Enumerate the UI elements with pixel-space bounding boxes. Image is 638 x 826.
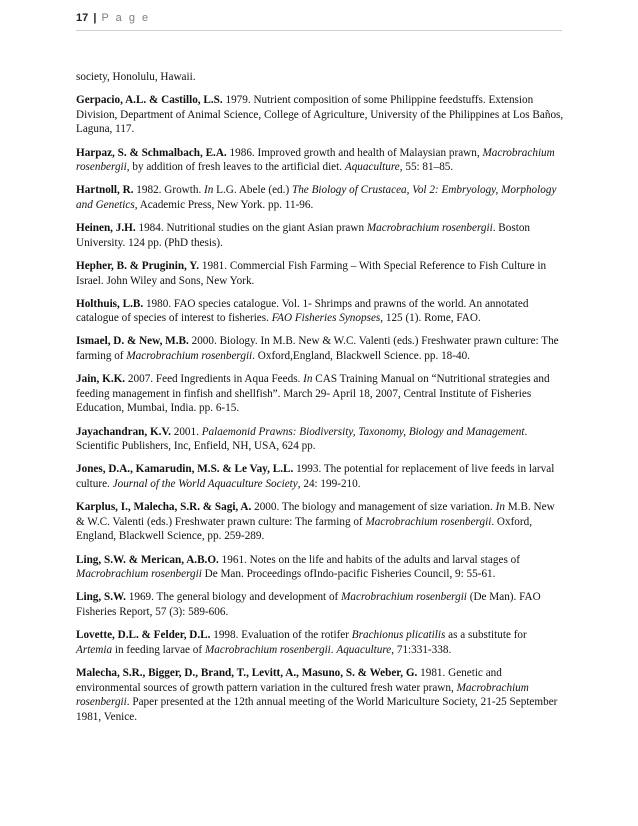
reference-italic: Aquaculture [344, 161, 400, 174]
reference-entry [76, 93, 564, 137]
reference-entry [76, 70, 564, 85]
reference-italic: In [204, 184, 214, 197]
reference-entry [76, 334, 564, 363]
reference-text: . Oxford, England, Blackwell Science, pp. 259-289. [76, 515, 533, 543]
reference-italic: Macrobrachium rosenbergii [76, 146, 555, 174]
reference-text: 1984. Nutritional studies on the giant Asian prawn [135, 222, 367, 235]
reference-text: 1961. Notes on the life and habits of the adults and larval stages of [218, 553, 520, 566]
reference-text: , Academic Press, New York. pp. 11-96. [134, 198, 314, 211]
reference-entry [76, 500, 564, 544]
reference-authors: Ling, S.W. & Merican, A.B.O. [76, 553, 219, 566]
page-separator: | [93, 12, 97, 24]
reference-text: in feeding larvae of [112, 643, 205, 656]
reference-italic: Macrobrachium rosenbergii [76, 681, 529, 709]
reference-text: 1998. Evaluation of the rotifer [210, 629, 352, 642]
reference-text: 1982. Growth. [133, 184, 205, 197]
reference-text: . Boston University. 124 pp. (PhD thesis). [76, 222, 531, 249]
reference-authors: Malecha, S.R., Bigger, D., Brand, T., Levitt, A., Masuno, S. & Weber, G. [76, 666, 418, 679]
reference-text: 1981. Genetic and environmental sources of growth pattern variation in the cultured fresh water prawn, [76, 666, 502, 694]
reference-authors: Jones, D.A., Kamarudin, M.S. & Le Vay, L.L. [76, 463, 294, 476]
reference-entry [76, 590, 564, 619]
reference-entry [76, 553, 564, 582]
reference-text: 1986. Improved growth and health of Malaysian prawn, [226, 146, 483, 159]
reference-entry [76, 183, 564, 212]
reference-text: 1993. The potential for replacement of live feeds in larval culture. [76, 463, 555, 490]
reference-entry [76, 146, 564, 175]
reference-entry [76, 297, 564, 326]
reference-text: . Oxford,England, Blackwell Science. pp. 18-40. [252, 350, 470, 363]
page-header [0, 0, 638, 32]
reference-italic: In [495, 501, 505, 514]
reference-italic: Artemia [76, 643, 113, 656]
reference-authors: Lovette, D.L. & Felder, D.L. [76, 629, 211, 642]
reference-text: 1979. Nutrient composition of some Philippine feedstuffs. Extension Division, Department of Animal Science, College of Agriculture, University of the Philippines at Los Baños, Laguna, 117. [76, 94, 564, 136]
reference-authors: Karplus, I., Malecha, S.R. & Sagi, A. [76, 501, 252, 514]
reference-text: , 24: 199-210. [297, 478, 361, 490]
reference-text: . Scientific Publishers, Inc, Enfield, NH, USA, 624 pp. [76, 425, 528, 453]
reference-authors: Jain, K.K. [76, 373, 126, 386]
reference-italic: Macrobrachium rosenbergii [76, 568, 202, 581]
reference-entry [76, 372, 564, 416]
reference-authors: Heinen, J.H. [76, 222, 136, 235]
reference-text: , 71:331-338. [391, 643, 452, 656]
reference-entry [76, 221, 564, 250]
reference-entry [76, 666, 564, 724]
reference-entry [76, 462, 564, 491]
reference-authors: Hartnoll, R. [76, 184, 134, 197]
reference-authors: Hepher, B. & Pruginin, Y. [76, 259, 200, 272]
reference-italic: Macrobrachium rosenbergii [204, 643, 331, 656]
reference-text: , 125 (1). Rome, FAO. [380, 312, 481, 325]
reference-entry [76, 425, 564, 454]
reference-text: 1980. FAO species catalogue. Vol. 1- Shrimps and prawns of the world. An annotated catalogue of species of interest to fisheries. [76, 297, 529, 325]
reference-italic: Macrobrachium rosenbergii [365, 515, 492, 528]
reference-authors: Ling, S.W. [76, 591, 126, 604]
reference-italic: Palaemonid Prawns: Biodiversity, Taxonomy, Biology and Management [201, 425, 525, 438]
reference-authors: Harpaz, S. & Schmalbach, E.A. [76, 146, 227, 159]
reference-text: society, Honolulu, Hawaii. [76, 71, 196, 83]
reference-entry [76, 628, 564, 657]
reference-text: 2001. [170, 425, 202, 438]
page-number: 17 [76, 12, 89, 24]
reference-authors: Jayachandran, K.V. [76, 425, 171, 438]
reference-text: 1969. The general biology and development of [125, 591, 342, 604]
page-number-label [76, 12, 150, 24]
reference-text: 2000. Biology. In M.B. New & W.C. Valenti (eds.) Freshwater prawn culture: The farming of [76, 335, 559, 363]
reference-text: 2007. Feed Ingredients in Aqua Feeds. [125, 373, 304, 386]
reference-italic: In [303, 373, 313, 386]
page-word: P a g e [101, 12, 151, 24]
reference-italic: Journal of the World Aquaculture Society [112, 478, 298, 490]
reference-text: as a substitute for [445, 629, 527, 642]
reference-entry [76, 259, 564, 288]
reference-text: , 55: 81–85. [399, 161, 454, 174]
reference-italic: Macrobrachium rosenbergii [126, 350, 253, 363]
reference-text: M.B. New & W.C. Valenti (eds.) Freshwater prawn culture: The farming of [76, 501, 555, 528]
reference-italic: Brachionus plicatilis [351, 629, 446, 642]
reference-text: 1981. Commercial Fish Farming – With Special Reference to Fish Culture in Israel. John Wiley and Sons, New York. [76, 259, 547, 287]
reference-text: . Paper presented at the 12th annual meeting of the World Mariculture Society, 21-25 September 1981, Venice. [76, 696, 558, 723]
reference-text: CAS Training Manual on “Nutritional strategies and feeding management in finfish and shellfish”. March 29- April 18, 2007, Central Institute of Fisheries Education, Mumbai, India. pp. 6-15. [76, 373, 550, 415]
reference-text: De Man. Proceedings ofIndo-pacific Fisheries Council, 9: 55-61. [201, 568, 496, 581]
reference-list [76, 70, 564, 733]
reference-text: . [330, 643, 337, 656]
reference-text: (De Man). FAO Fisheries Report, 57 (3): 589-606. [76, 591, 541, 618]
reference-authors: Gerpacio, A.L. & Castillo, L.S. [76, 94, 223, 107]
reference-italic: The Biology of Crustacea, Vol 2: Embryology, Morphology and Genetics [76, 184, 557, 211]
reference-authors: Ismael, D. & New, M.B. [76, 335, 189, 348]
reference-italic: Aquaculture [336, 643, 392, 656]
reference-text: 2000. The biology and management of size variation. [251, 501, 496, 514]
header-rule [76, 30, 562, 31]
reference-italic: FAO Fisheries Synopses [271, 312, 381, 325]
reference-authors: Holthuis, L.B. [76, 297, 144, 310]
reference-text: L.G. Abele (ed.) [213, 184, 292, 197]
reference-italic: Macrobrachium rosenbergii [341, 591, 467, 604]
reference-text: , by addition of fresh leaves to the artificial diet. [126, 161, 345, 174]
reference-italic: Macrobrachium rosenbergii [366, 222, 493, 235]
